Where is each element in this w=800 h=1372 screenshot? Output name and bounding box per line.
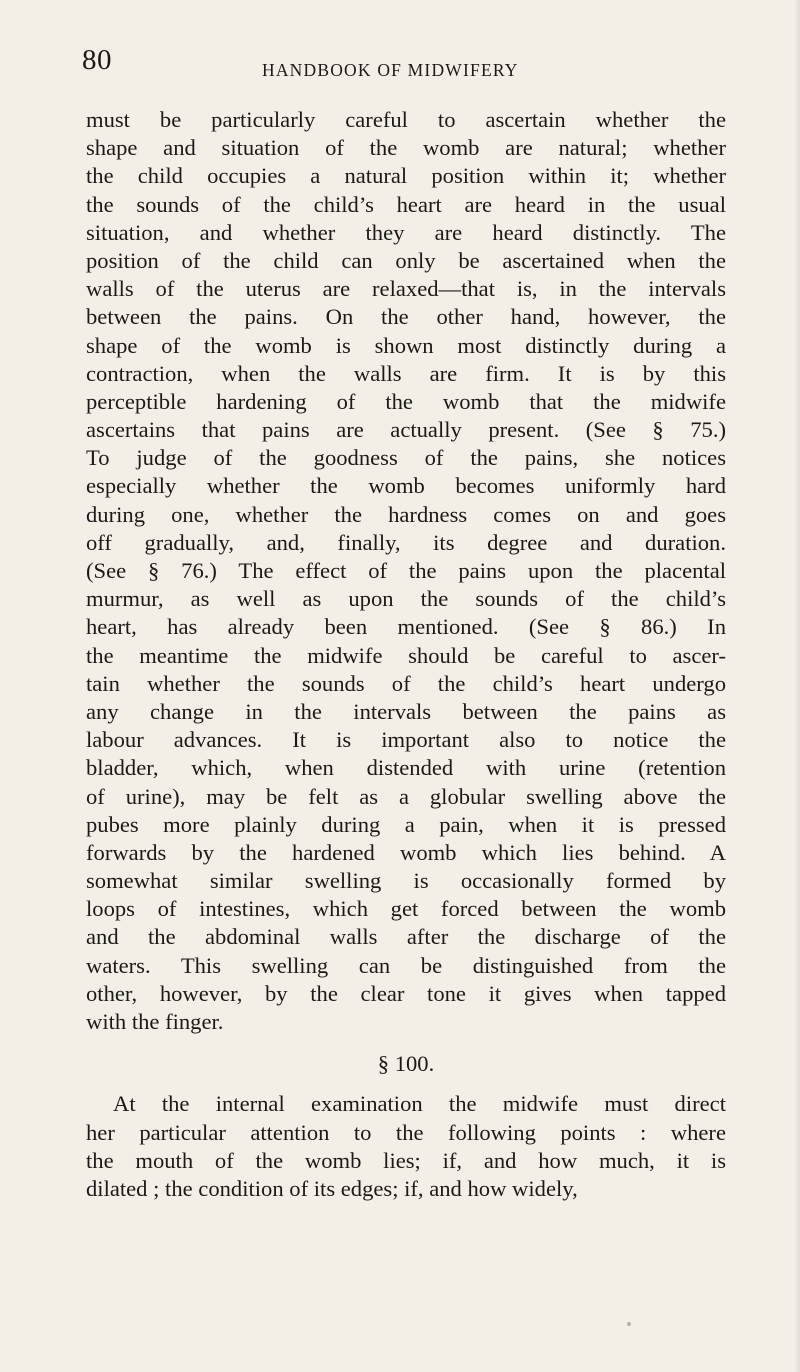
text-line: the meantime the midwife should be careful to ascer- xyxy=(86,642,726,668)
text-line: murmur, as well as upon the sounds of the child’s xyxy=(86,586,726,612)
paragraph-2 xyxy=(86,1090,726,1203)
text-line: off gradually, and, finally, its degree and duration. xyxy=(86,529,726,555)
text-line: between the pains. On the other hand, however, the xyxy=(86,304,726,330)
section-heading: § 100. xyxy=(377,1051,435,1077)
text-line: her particular attention to the following points : where xyxy=(86,1119,726,1145)
text-line: the sounds of the child’s heart are heard in the usual xyxy=(86,191,726,217)
text-line: somewhat similar swelling is occasionally formed by xyxy=(86,868,726,894)
text-line: perceptible hardening of the womb that the midwife xyxy=(86,388,726,414)
page-body xyxy=(86,106,726,1203)
text-line: shape and situation of the womb are natural; whether xyxy=(86,135,726,161)
text-line: At the internal examination the midwife must direct xyxy=(113,1091,726,1117)
text-line: shape of the womb is shown most distinctly during a xyxy=(86,332,726,358)
text-line: walls of the uterus are relaxed—that is, in the intervals xyxy=(86,276,726,302)
text-line: with the finger. xyxy=(86,1009,224,1034)
text-line: pubes more plainly during a pain, when it is pressed xyxy=(86,811,726,837)
text-line: other, however, by the clear tone it gives when tapped xyxy=(86,980,726,1006)
text-line: must be particularly careful to ascertain whether the xyxy=(86,107,726,132)
running-title: HANDBOOK OF MIDWIFERY xyxy=(262,60,519,80)
page-number: 80 xyxy=(82,44,112,76)
text-line: waters. This swelling can be distinguished from the xyxy=(86,952,726,978)
text-line: dilated ; the condition of its edges; if, and how widely, xyxy=(86,1175,578,1201)
text-line: especially whether the womb becomes uniformly hard xyxy=(86,473,726,499)
text-line: loops of intestines, which get forced between the womb xyxy=(86,896,726,922)
text-line: heart, has already been mentioned. (See § 86.) In xyxy=(86,614,726,640)
text-line: and the abdominal walls after the discharge of the xyxy=(86,924,726,950)
text-line: the mouth of the womb lies; if, and how much, it is xyxy=(86,1147,726,1173)
text-line: contraction, when the walls are firm. It is by this xyxy=(86,360,726,386)
text-line: during one, whether the hardness comes on and goes xyxy=(86,501,726,527)
text-line: tain whether the sounds of the child’s heart undergo xyxy=(86,670,726,696)
text-line: any change in the intervals between the pains as xyxy=(86,698,726,724)
text-line: To judge of the goodness of the pains, she notices xyxy=(86,445,726,471)
paragraph-1 xyxy=(86,106,726,1036)
text-line: situation, and whether they are heard distinctly. The xyxy=(86,219,726,245)
text-line: forwards by the hardened womb which lies behind. A xyxy=(86,839,726,865)
page-edge-shadow xyxy=(794,0,800,1372)
text-line: of urine), may be felt as a globular swelling above the xyxy=(86,783,726,809)
text-line: position of the child can only be ascertained when the xyxy=(86,247,726,273)
text-line: labour advances. It is important also to notice the xyxy=(86,727,726,753)
text-line: ascertains that pains are actually present. (See § 75.) xyxy=(86,417,726,443)
page-speck-mark xyxy=(627,1322,631,1326)
text-line: bladder, which, when distended with urine (retention xyxy=(86,755,726,781)
text-line: the child occupies a natural position within it; whether xyxy=(86,163,726,189)
text-line: (See § 76.) The effect of the pains upon the placental xyxy=(86,558,726,583)
